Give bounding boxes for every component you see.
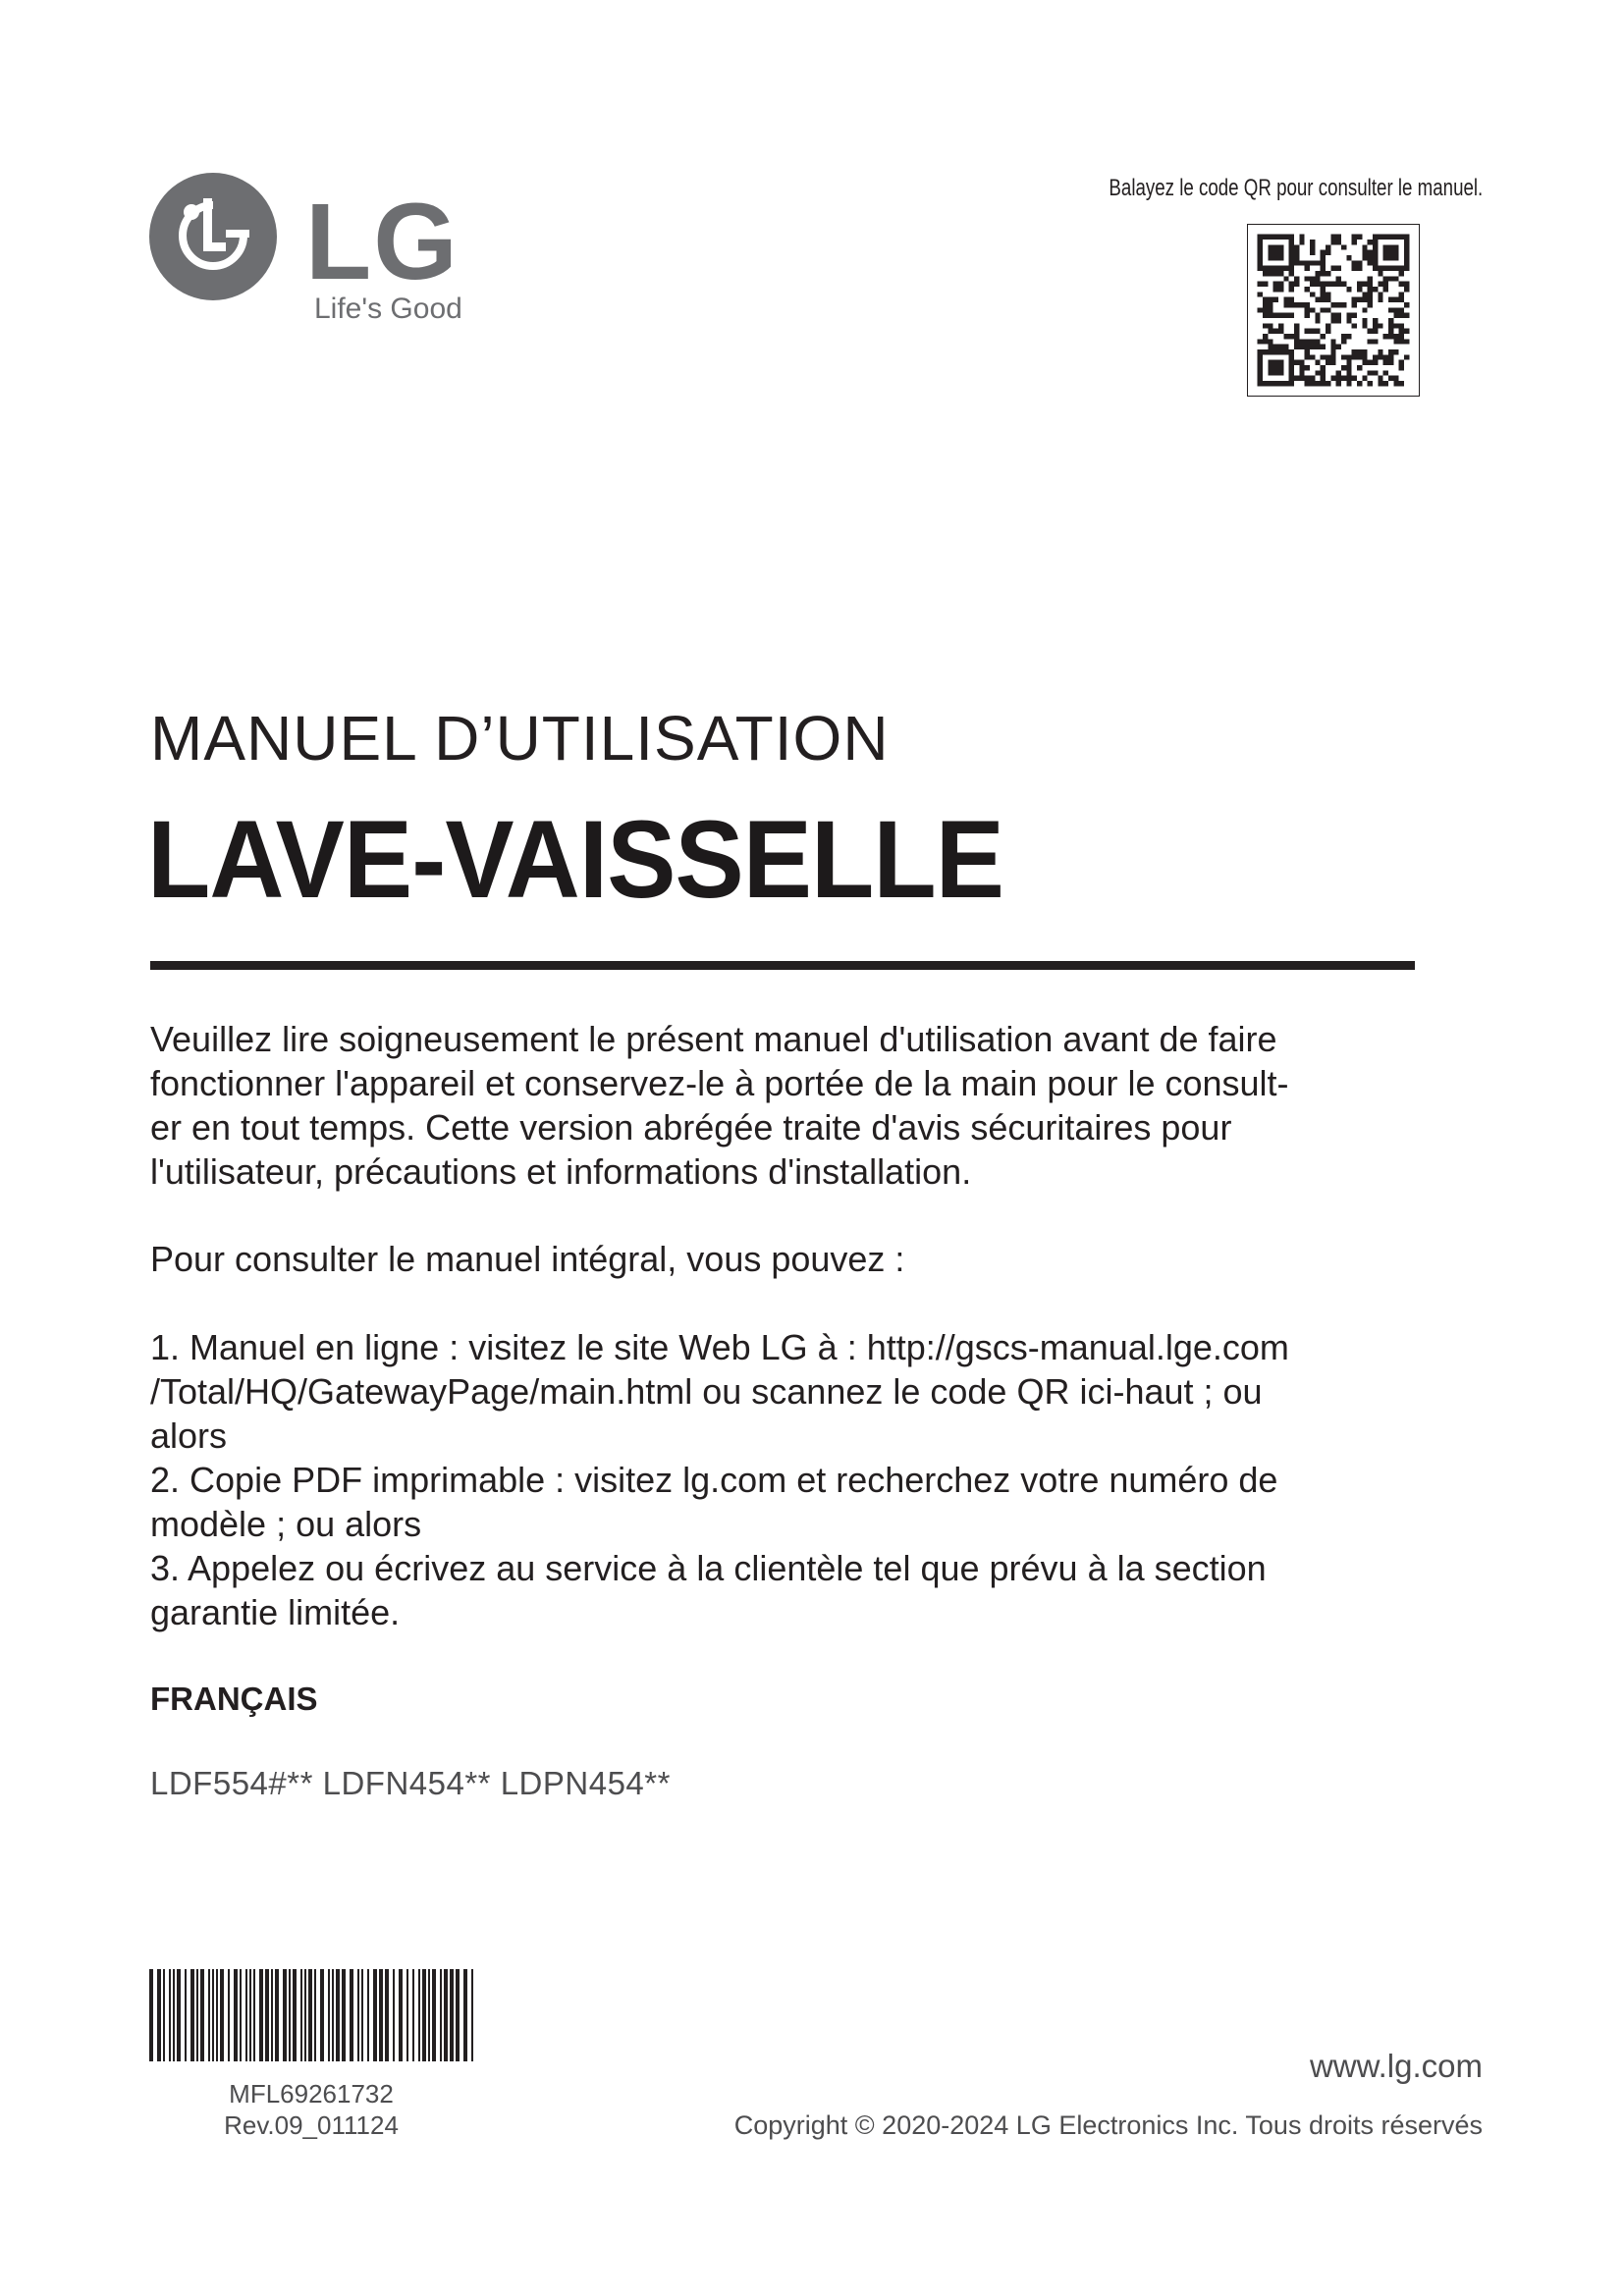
revision-code: Rev.09_011124 [224, 2110, 399, 2140]
step-line: /Total/HQ/GatewayPage/main.html ou scannez le code QR ici-haut ; ou [150, 1371, 1263, 1412]
step-line: 3. Appelez ou écrivez au service à la clientèle tel que prévu à la section [150, 1548, 1267, 1588]
step-line: modèle ; ou alors [150, 1504, 422, 1544]
barcode-icon [149, 1969, 473, 2061]
intro-line: fonctionner l'appareil et conservez-le à portée de la main pour le consult- [150, 1063, 1289, 1103]
intro-paragraph [150, 1017, 1427, 1194]
part-number: MFL69261732 [229, 2079, 394, 2109]
step-line: alors [150, 1415, 228, 1456]
step-line: garantie limitée. [150, 1592, 401, 1632]
website-text: www.lg.com [1309, 2048, 1483, 2084]
step-line: 1. Manuel en ligne : visitez le site Web LG à : http://gscs-manual.lge.com [150, 1327, 1289, 1367]
brand-logo [149, 173, 483, 340]
logo-wordmark: LG [305, 182, 460, 302]
step-line: 2. Copie PDF imprimable : visitez lg.com et recherchez votre numéro de [150, 1460, 1278, 1500]
qr-caption: Balayez le code QR pour consulter le manuel. [1109, 175, 1483, 201]
intro-line: l'utilisateur, précautions et informations d'installation. [150, 1151, 972, 1192]
lg-face-logo-icon [149, 173, 277, 300]
model-numbers: LDF554#** LDFN454** LDPN454** [150, 1765, 671, 1801]
product-title: LAVE-VAISSELLE [147, 798, 1004, 921]
manual-label: MANUEL D’UTILISATION [150, 703, 890, 774]
logo-tagline: Life's Good [314, 293, 462, 325]
language-label: FRANÇAIS [150, 1681, 318, 1717]
intro-line: Veuillez lire soigneusement le présent manuel d'utilisation avant de faire [150, 1019, 1277, 1059]
intro-line: er en tout temps. Cette version abrégée traite d'avis sécuritaires pour [150, 1107, 1232, 1148]
title-divider [150, 961, 1415, 970]
consult-steps-list [150, 1325, 1427, 1634]
copyright-notice: Copyright © 2020-2024 LG Electronics Inc. Tous droits réservés [733, 2110, 1483, 2140]
consult-text: Pour consulter le manuel intégral, vous pouvez : [150, 1239, 905, 1279]
qr-code-icon [1247, 224, 1420, 397]
